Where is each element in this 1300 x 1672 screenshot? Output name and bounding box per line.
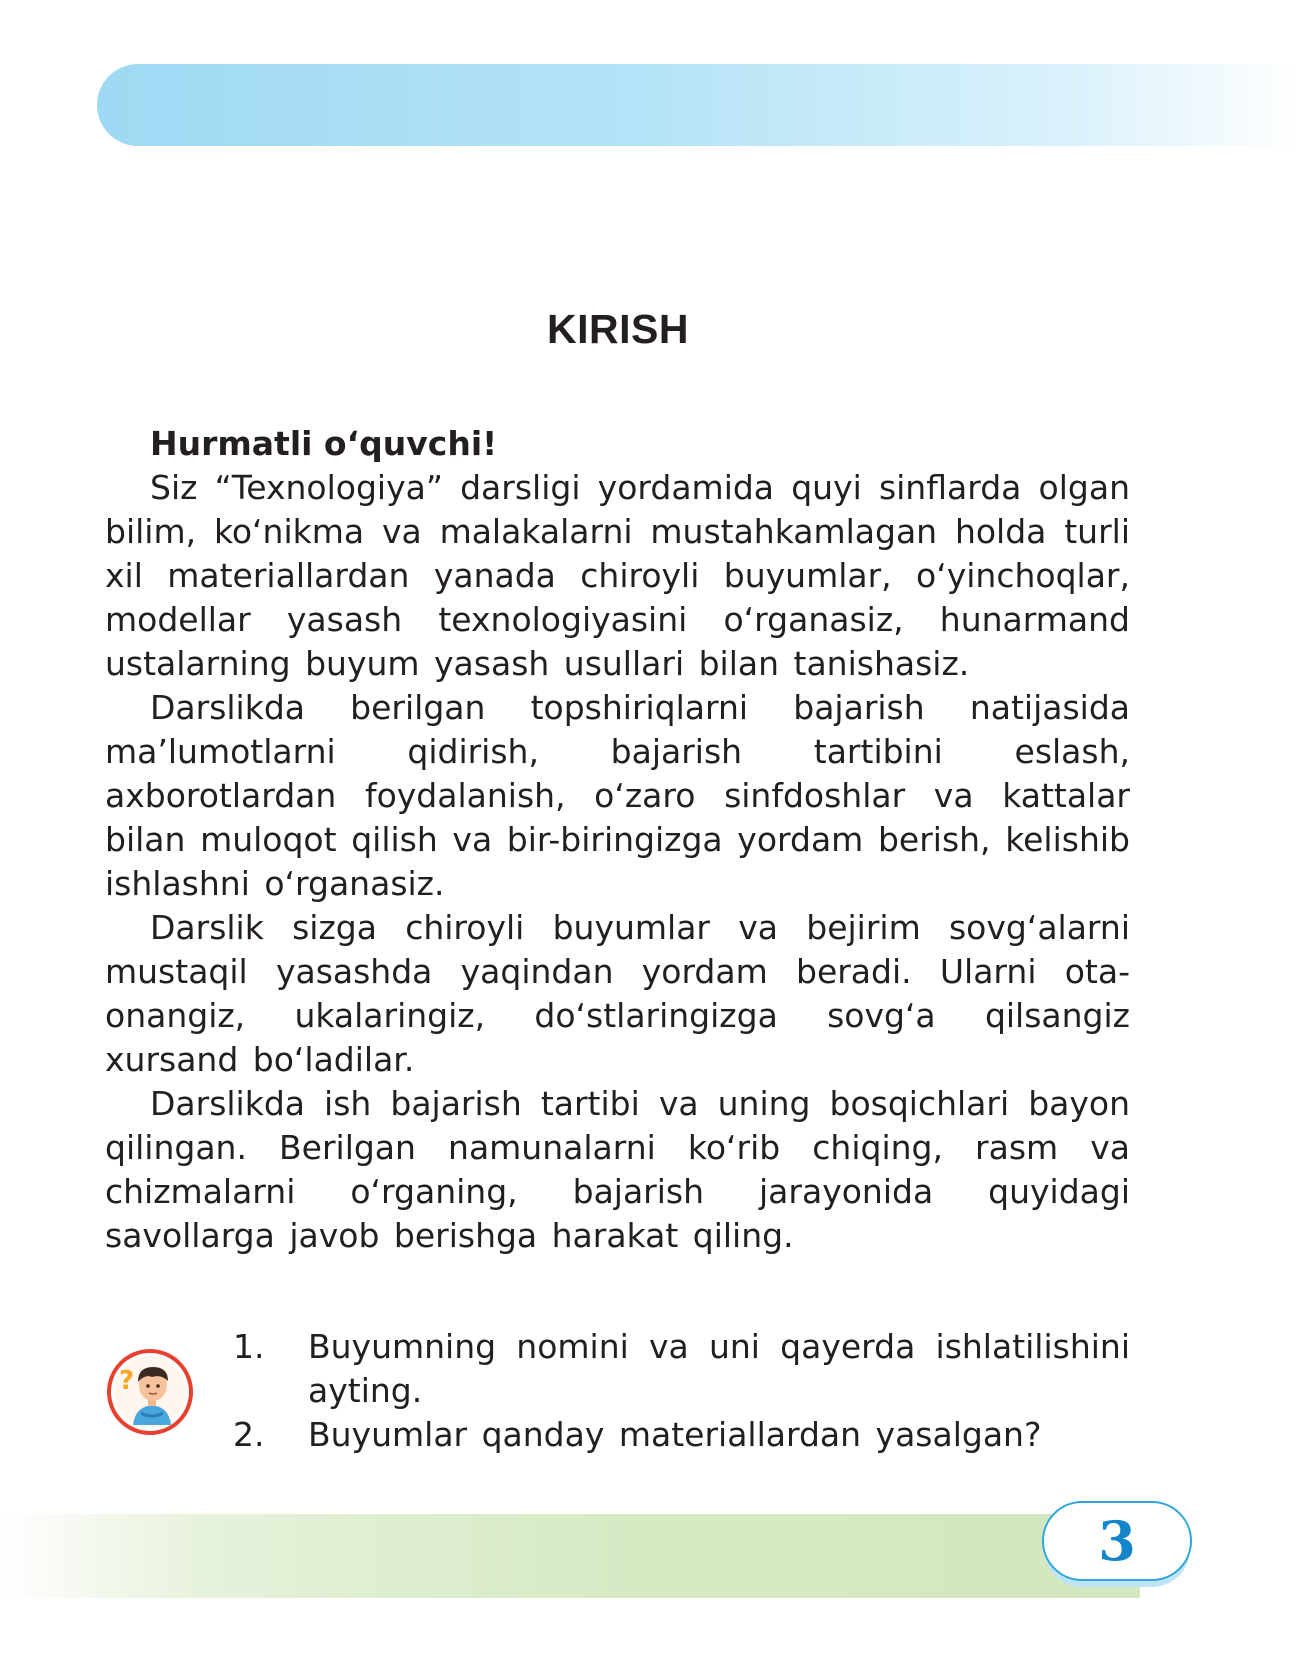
paragraph: Darslik sizga chiroyli buyumlar va bejirim sovg‘alarni mustaqil yasashda yaqindan yordam beradi. Ularni ota-onangiz, ukalaringiz, do‘stlaringizga sovg‘a qilsangiz xursand bo‘ladilar. xyxy=(105,908,1130,1079)
question-text: Buyumning nomini va uni qayerda ishlatilishini ayting. xyxy=(308,1327,1130,1410)
question-number: 2. xyxy=(233,1415,265,1454)
paragraph: Darslikda ish bajarish tartibi va uning bosqichlari bayon qilingan. Berilgan namunalarni ko‘rib chiqing, rasm va chizmalarni o‘rganing, bajarish jarayonida quyidagi savollarga javob berishga harakat qiling. xyxy=(105,1084,1130,1255)
intro-text xyxy=(105,422,1130,1258)
svg-text:?: ? xyxy=(119,1366,135,1396)
page-number: 3 xyxy=(1098,1509,1136,1573)
greeting: Hurmatli o‘quvchi! xyxy=(150,424,498,463)
top-header-band xyxy=(97,64,1300,146)
question-item xyxy=(233,1325,1130,1413)
question-text: Buyumlar qanday materiallardan yasalgan? xyxy=(308,1415,1042,1454)
paragraph: Siz “Texnologiya” darsligi yordamida quyi sinflarda olgan bilim, ko‘nikma va malakalarni mustahkamlagan holda turli xil materiallardan yanada chiroyli buyumlar, o‘yinchoqlar, modellar yasash texnologiyasini o‘rganasiz, hunarmand ustalarning buyum yasash usullari bilan tanishasiz. xyxy=(105,468,1130,683)
paragraph: Darslikda berilgan topshiriqlarni bajarish natijasida ma’lumotlarni qidirish, bajarish tartibini eslash, axborotlardan foydalanish, o‘zaro sinfdoshlar va kattalar bilan muloqot qilish va bir-biringizga yordam berish, kelishib ishlashni o‘rganasiz. xyxy=(105,688,1130,903)
thinking-boy-question-icon xyxy=(105,1347,195,1437)
page-title: KIRISH xyxy=(547,306,689,352)
question-list xyxy=(233,1325,1130,1457)
question-number: 1. xyxy=(233,1327,265,1366)
bottom-footer-band xyxy=(0,1509,1140,1598)
page-number-badge xyxy=(1042,1501,1192,1581)
question-item xyxy=(233,1413,1130,1457)
